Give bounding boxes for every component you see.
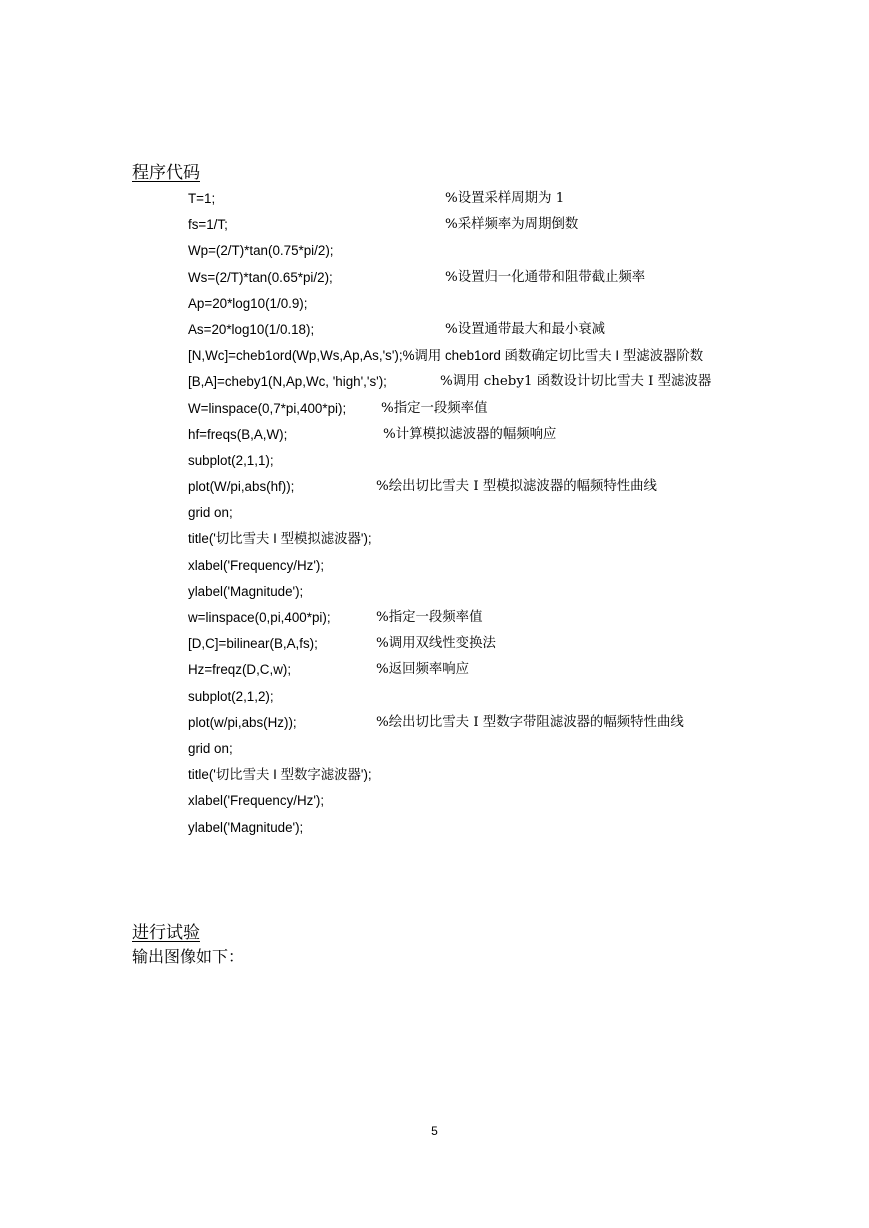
code-text: T=1; — [188, 191, 216, 206]
code-line — [188, 396, 788, 422]
code-comment: %采样频率为周期倒数 — [445, 217, 579, 233]
code-line — [188, 526, 788, 552]
code-text: xlabel('Frequency/Hz'); — [188, 557, 325, 573]
code-text: Ws=(2/T)*tan(0.65*pi/2); — [188, 269, 333, 285]
code-line — [188, 422, 788, 448]
code-comment: %绘出切比雪夫 I 型模拟滤波器的幅频特性曲线 — [376, 479, 657, 495]
code-text: As=20*log10(1/0.18); — [188, 321, 315, 337]
code-line — [188, 474, 788, 500]
code-line — [188, 238, 788, 264]
code-text: hf=freqs(B,A,W); — [188, 426, 288, 442]
code-line — [188, 448, 788, 474]
code-line — [188, 762, 788, 788]
code-text: plot(w/pi,abs(Hz)); — [188, 714, 297, 730]
code-text: [N,Wc]=cheb1ord(Wp,Ws,Ap,As,'s');%调用 cheb1ord 函数确定切比雪夫 I 型滤波器阶数 — [188, 348, 704, 364]
code-line — [188, 212, 788, 238]
code-block — [188, 186, 788, 841]
code-comment: %设置归一化通带和阻带截止频率 — [445, 269, 646, 285]
code-comment: %计算模拟滤波器的幅频响应 — [383, 426, 557, 442]
code-text: Ap=20*log10(1/0.9); — [188, 295, 308, 311]
code-line — [188, 657, 788, 683]
code-line — [188, 815, 788, 841]
code-text: W=linspace(0,7*pi,400*pi); — [188, 400, 347, 416]
code-line — [188, 500, 788, 526]
code-text: w=linspace(0,pi,400*pi); — [188, 610, 331, 625]
code-text: title('切比雪夫 I 型数字滤波器'); — [188, 767, 372, 783]
code-line — [188, 186, 788, 212]
output-description: 输出图像如下： — [132, 947, 245, 966]
code-text: fs=1/T; — [188, 217, 228, 233]
code-text: Wp=(2/T)*tan(0.75*pi/2); — [188, 243, 334, 259]
code-comment: %设置采样周期为 1 — [445, 191, 565, 206]
code-line — [188, 369, 788, 395]
code-line — [188, 343, 788, 369]
code-text: [B,A]=cheby1(N,Ap,Wc, 'high','s'); — [188, 374, 387, 390]
code-text: ylabel('Magnitude'); — [188, 819, 304, 835]
experiment-heading: 进行试验 — [132, 923, 200, 943]
code-text: grid on; — [188, 740, 233, 756]
code-text: ylabel('Magnitude'); — [188, 583, 304, 599]
code-comment: %调用 cheby1 函数设计切比雪夫 I 型滤波器 — [440, 374, 712, 390]
code-comment: %指定一段频率值 — [381, 400, 488, 416]
code-line — [188, 553, 788, 579]
code-line — [188, 605, 788, 631]
code-text: xlabel('Frequency/Hz'); — [188, 793, 325, 809]
code-text: subplot(2,1,1); — [188, 452, 274, 468]
code-comment: %设置通带最大和最小衰减 — [445, 321, 606, 337]
code-text: subplot(2,1,2); — [188, 688, 274, 704]
code-text: grid on; — [188, 505, 233, 521]
code-line — [188, 684, 788, 710]
code-line — [188, 710, 788, 736]
code-comment: %绘出切比雪夫 I 型数字带阻滤波器的幅频特性曲线 — [376, 714, 684, 730]
code-comment: %调用双线性变换法 — [376, 636, 496, 652]
code-line — [188, 579, 788, 605]
page-number: 5 — [431, 1124, 438, 1138]
code-line — [188, 788, 788, 814]
code-text: plot(W/pi,abs(hf)); — [188, 479, 295, 495]
code-text: Hz=freqz(D,C,w); — [188, 662, 292, 678]
code-line — [188, 736, 788, 762]
code-line — [188, 631, 788, 657]
code-text: title('切比雪夫 I 型模拟滤波器'); — [188, 531, 372, 547]
code-comment: %指定一段频率值 — [376, 610, 483, 625]
code-comment: %返回频率响应 — [376, 662, 470, 678]
code-line — [188, 291, 788, 317]
program-code-heading: 程序代码 — [132, 163, 200, 183]
code-line — [188, 265, 788, 291]
code-text: [D,C]=bilinear(B,A,fs); — [188, 636, 318, 652]
code-line — [188, 317, 788, 343]
